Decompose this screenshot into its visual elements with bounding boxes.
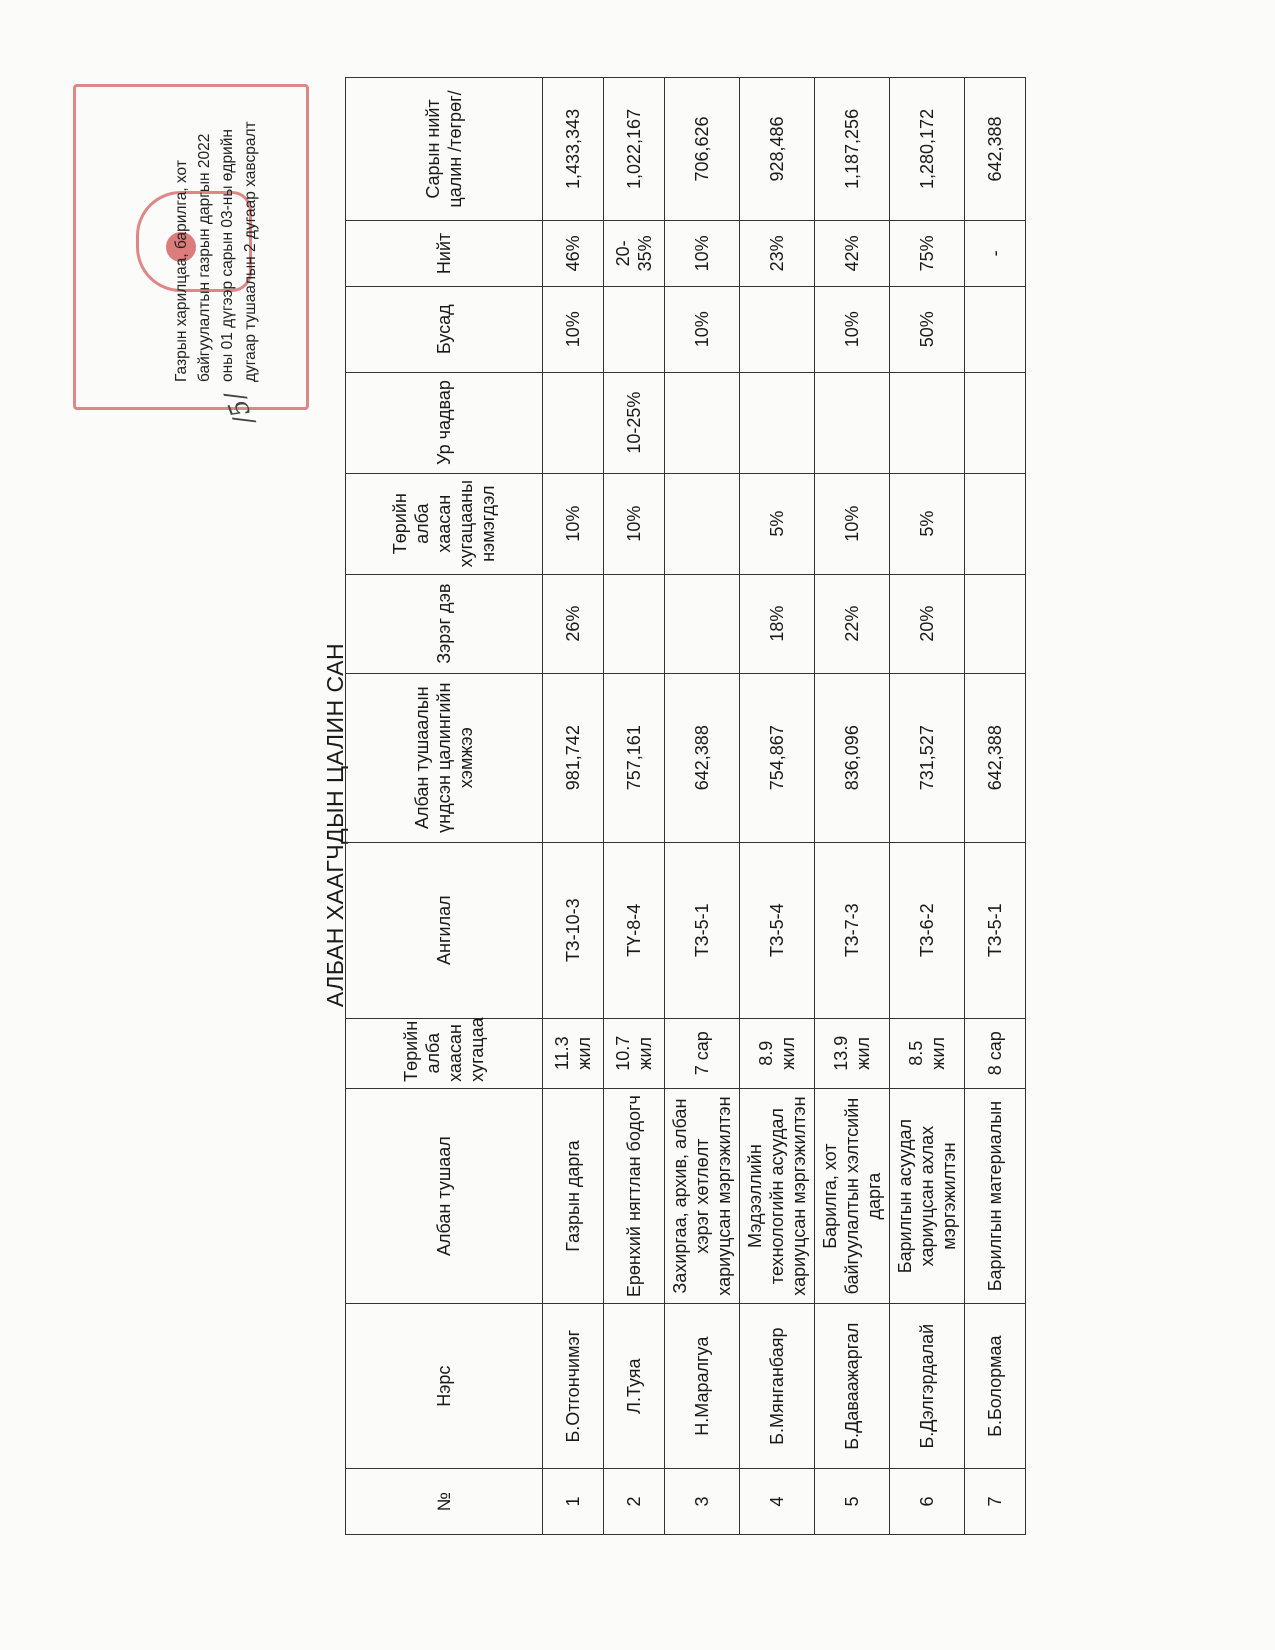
table-cell: ТЗ-5-4 — [740, 842, 815, 1018]
table-cell: 42% — [815, 220, 890, 286]
column-header: Төрийн алба хаасан хугацааны нэмэгдэл — [346, 473, 543, 574]
table-cell — [740, 286, 815, 372]
table-cell — [890, 372, 965, 473]
table-cell: 20% — [890, 574, 965, 673]
column-header: Нэрс — [346, 1304, 543, 1469]
table-cell: Б.Дэлгэрдалай — [890, 1304, 965, 1469]
column-header: Зэрэг дэв — [346, 574, 543, 673]
table-cell: 13.9 жил — [815, 1018, 890, 1088]
column-header: Төрийн алба хаасан хугацаа — [346, 1018, 543, 1088]
table-cell: 2 — [604, 1469, 665, 1535]
table-header-row — [346, 78, 543, 1535]
table-cell: 928,486 — [740, 78, 815, 221]
approval-note-line: дугаар тушаалын 2 дугаар хавсралт — [242, 121, 259, 382]
table-cell: 836,096 — [815, 673, 890, 842]
table-cell: ТЗ-7-3 — [815, 842, 890, 1018]
table-cell: 642,388 — [665, 673, 740, 842]
table-cell: 757,161 — [604, 673, 665, 842]
column-header: Бусад — [346, 286, 543, 372]
table-cell — [604, 286, 665, 372]
table-cell: 642,388 — [965, 673, 1026, 842]
table-cell: ТЗ-5-1 — [665, 842, 740, 1018]
table-cell — [965, 473, 1026, 574]
table-cell: 10% — [543, 473, 604, 574]
table-cell: Н.Маралгуа — [665, 1304, 740, 1469]
table-cell — [543, 372, 604, 473]
approval-note — [170, 72, 262, 382]
table-cell: 642,388 — [965, 78, 1026, 221]
table-cell: 4 — [740, 1469, 815, 1535]
table-cell: 20-35% — [604, 220, 665, 286]
table-cell — [665, 372, 740, 473]
table-cell: 50% — [890, 286, 965, 372]
table-cell: 5 — [815, 1469, 890, 1535]
table-cell: Барилга, хот байгуулалтын хэлтсийн дарга — [815, 1088, 890, 1303]
table-cell: 6 — [890, 1469, 965, 1535]
table-cell — [665, 473, 740, 574]
table-cell: Ерөнхий нягтлан бодогч — [604, 1088, 665, 1303]
table-cell: 10% — [815, 286, 890, 372]
table-cell: ТҮ-8-4 — [604, 842, 665, 1018]
table-cell: 1,433,343 — [543, 78, 604, 221]
table-cell: 10.7 жил — [604, 1018, 665, 1088]
page-title: АЛБАН ХААГЧДЫН ЦАЛИН САН — [322, 642, 348, 1008]
table-cell: 8.5 жил — [890, 1018, 965, 1088]
table-row — [890, 78, 965, 1535]
column-header: № — [346, 1469, 543, 1535]
table-cell: 731,527 — [890, 673, 965, 842]
table-cell: - — [965, 220, 1026, 286]
table-row — [543, 78, 604, 1535]
table-cell — [815, 372, 890, 473]
approval-note-line: Газрын харилцаа, барилга, хот — [173, 160, 190, 382]
table-cell: 10% — [665, 220, 740, 286]
table-cell: Газрын дарга — [543, 1088, 604, 1303]
table-row — [965, 78, 1026, 1535]
table-cell — [665, 574, 740, 673]
table-cell — [740, 372, 815, 473]
table-cell: 7 сар — [665, 1018, 740, 1088]
table-cell: 5% — [890, 473, 965, 574]
table-row — [604, 78, 665, 1535]
table-cell: 7 — [965, 1469, 1026, 1535]
table-cell: 22% — [815, 574, 890, 673]
approval-note-line: байгуулалтын газрын даргын 2022 — [196, 133, 213, 382]
table-cell: Л.Туяа — [604, 1304, 665, 1469]
table-cell: 1,280,172 — [890, 78, 965, 221]
table-cell: Б.Болормаа — [965, 1304, 1026, 1469]
column-header: Сарын нийт цалин /төгрөг/ — [346, 78, 543, 221]
table-cell: Б.Даваажаргал — [815, 1304, 890, 1469]
table-cell: 10% — [604, 473, 665, 574]
table-cell: 981,742 — [543, 673, 604, 842]
column-header: Албан тушаал — [346, 1088, 543, 1303]
table-cell: Б.Мянганбаяр — [740, 1304, 815, 1469]
table-cell: 10-25% — [604, 372, 665, 473]
approval-note-line: оны 01 дүгээр сарын 03-ны өдрийн — [219, 129, 236, 382]
table-row — [665, 78, 740, 1535]
table-row — [815, 78, 890, 1535]
table-cell: 46% — [543, 220, 604, 286]
table-cell: 1,022,167 — [604, 78, 665, 221]
table-cell: Барилгын материалын — [965, 1088, 1026, 1303]
table-cell — [965, 574, 1026, 673]
table-cell — [965, 286, 1026, 372]
table-cell: 1 — [543, 1469, 604, 1535]
table-cell: Мэдээллийн технологийн асуудал хариуцсан мэргэжилтэн — [740, 1088, 815, 1303]
table-cell: 23% — [740, 220, 815, 286]
table-cell: 10% — [665, 286, 740, 372]
table-cell: 75% — [890, 220, 965, 286]
column-header: Ур чадвар — [346, 372, 543, 473]
table-cell — [604, 574, 665, 673]
column-header: Ангилал — [346, 842, 543, 1018]
column-header: Албан тушаалын үндсэн цалингийн хэмжээ — [346, 673, 543, 842]
table-cell: Барилгын асуудал хариуцсан ахлах мэргэжилтэн — [890, 1088, 965, 1303]
signature: /5/ — [220, 386, 260, 430]
table-cell: Б.Отгончимэг — [543, 1304, 604, 1469]
table-cell: ТЗ-10-3 — [543, 842, 604, 1018]
table-cell: 3 — [665, 1469, 740, 1535]
table-cell: ТЗ-6-2 — [890, 842, 965, 1018]
table-cell: 10% — [815, 473, 890, 574]
table-cell: 10% — [543, 286, 604, 372]
table-cell: 706,626 — [665, 78, 740, 221]
table-cell: ТЗ-5-1 — [965, 842, 1026, 1018]
table-cell: 8 сар — [965, 1018, 1026, 1088]
table-cell: Захиргаа, архив, албан хэрэг хөтлөлт хариуцсан мэргэжилтэн — [665, 1088, 740, 1303]
table-cell: 26% — [543, 574, 604, 673]
table-row — [740, 78, 815, 1535]
table-cell: 1,187,256 — [815, 78, 890, 221]
column-header: Нийт — [346, 220, 543, 286]
table-cell — [965, 372, 1026, 473]
table-cell: 11.3 жил — [543, 1018, 604, 1088]
table-cell: 8.9 жил — [740, 1018, 815, 1088]
table-cell: 18% — [740, 574, 815, 673]
table-cell: 754,867 — [740, 673, 815, 842]
salary-table — [345, 77, 1026, 1535]
table-cell: 5% — [740, 473, 815, 574]
